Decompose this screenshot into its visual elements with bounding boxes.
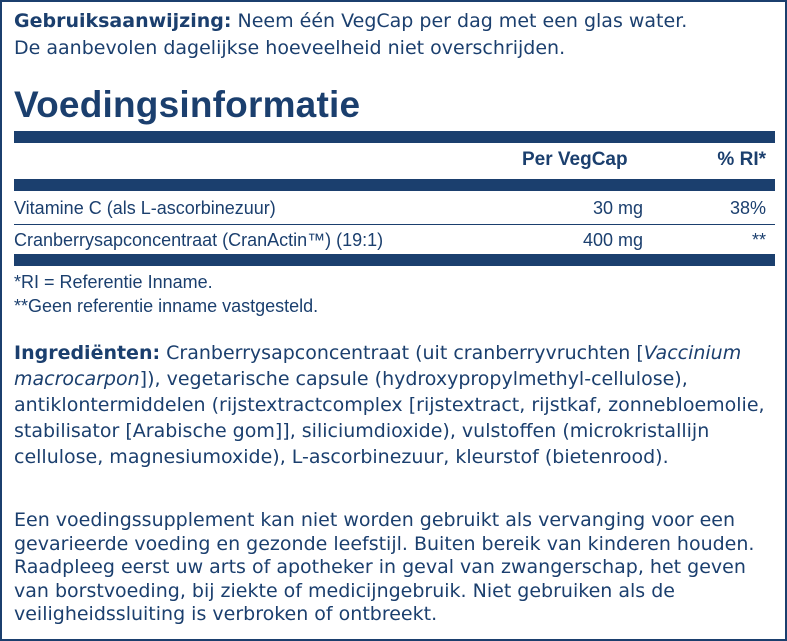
note-ri: *RI = Referentie Inname. — [14, 272, 213, 292]
table-bottom-bar — [14, 254, 775, 266]
usage-line-2: De aanbevolen dagelijkse hoeveelheid niet overschrijden. — [14, 37, 566, 59]
note-no-ri: **Geen referentie inname vastgesteld. — [14, 296, 319, 316]
ingredients-part-2: ]), vegetarische capsule (hydroxypropylmethyl-cellulose), antiklontermiddelen (rijstextractcomplex [rijstextract, rijstkaf, zonnebloemolie, stabilisator [Arabische gom]], siliciumdioxide), vulstoffen (microkristallijn cellulose, magnesiumoxide), L-ascorbinezuur, kleurstof (bietenrood). — [14, 368, 765, 468]
ingredients-label: Ingrediënten: — [14, 342, 161, 364]
row-cranberry-name: Cranberrysapconcentraat (CranActin™) (19:1) — [14, 230, 384, 250]
table-top-bar — [14, 131, 775, 143]
warning-text: Een voedingssupplement kan niet worden gebruikt als vervanging voor een gevarieerde voeding en gezonde leefstijl. Buiten bereik van kinderen houden. Raadpleeg eerst uw arts of apotheker in geval van zwangerschap, het geven van borstvoeding, bij ziekte of medicijngebruik. Niet gebruiken als de veiligheidssluiting is verbroken of ontbreekt. — [14, 509, 755, 626]
row-vitamin-c-ri: 38% — [729, 198, 766, 218]
ingredients-part-1: Cranberrysapconcentraat (uit cranberryvruchten [ — [160, 342, 644, 364]
row-cranberry-ri: ** — [751, 230, 766, 250]
usage-instructions — [14, 8, 774, 62]
row-vitamin-c-amount: 30 mg — [592, 198, 643, 218]
row-divider — [14, 224, 775, 225]
usage-label: Gebruiksaanwijzing: — [14, 10, 232, 32]
row-cranberry-amount: 400 mg — [582, 230, 643, 250]
header-percent-ri: % RI* — [717, 149, 766, 170]
ingredients-latin-name: Vaccinium macrocarpon — [14, 342, 742, 390]
header-per-vegcap: Per VegCap — [522, 149, 628, 170]
row-vitamin-c-name: Vitamine C (als L-ascorbinezuur) — [14, 198, 276, 218]
nutrition-title: Voedingsinformatie — [14, 84, 361, 125]
ingredients-text — [14, 340, 776, 470]
usage-line-1: Neem één VegCap per dag met een glas water. — [231, 10, 688, 32]
table-header-bar — [14, 179, 775, 191]
